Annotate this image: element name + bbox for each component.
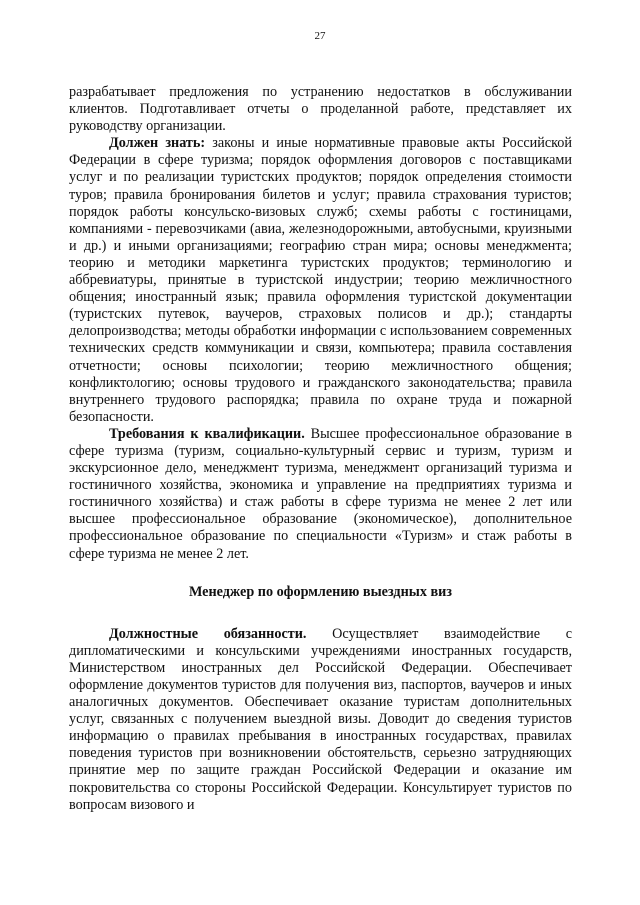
section-heading: Менеджер по оформлению выездных виз	[188, 583, 453, 600]
page-body	[69, 84, 572, 814]
paragraph-text: Высшее профессиональное образование в сфере туризма (туризм, социально-культурный сервис и туризм, туризм и экскурсионное дело, менеджмент туризма, менеджмент организаций туризма и гостиничного хозяйства, экономика и управление на предприятиях туризма и гостиничного хозяйства) и стаж работы в сфере туризма не менее 2 лет или высшее профессиональное образование (экономическое), дополнительное профессиональное образование по специальности «Туризм» и стаж работы в сфере туризма не менее 2 лет.	[69, 425, 572, 562]
paragraph-continuation	[69, 84, 572, 135]
paragraph-label: Требования к квалификации.	[109, 425, 305, 442]
paragraph-text: разрабатывает предложения по устранению недостатков в обслуживании клиентов. Подготавливает отчеты о проделанной работе, представляет их руководству организации.	[69, 84, 572, 135]
paragraph-must-know	[69, 135, 572, 426]
paragraph-text: законы и иные нормативные правовые акты Российской Федерации в сфере туризма; порядок оформления договоров с поставщиками услуг и по реализации туристских продуктов; порядок определения стоимости туров; правила бронирования билетов и услуг; правила страхования туристов; порядок работы консульско-визовых служб; схемы работы с гостиницами, компаниями - перевозчиками (авиа, железнодорожными, автобусными, круизными и др.) и иными организациями; географию стран мира; основы менеджмента; теорию и методики маркетинга туристских продуктов; терминологию и аббревиатуры, принятые в туристской индустрии; теорию межличностного общения; иностранный язык; правила оформления туристской документации (туристских путевок, ваучеров, страховых полисов и др.); стандарты делопроизводства; методы обработки информации с использованием современных технических средств коммуникации и связи, компьютера; правила составления отчетности; основы психологии; теорию межличностного общения; конфликтологию; основы трудового и гражданского законодательства; правила внутреннего трудового распорядка; правила по охране труда и пожарной безопасности.	[69, 135, 572, 425]
paragraph-text: Осуществляет взаимодействие с дипломатическими и консульскими учреждениями иностранных государств, Министерством иностранных дел Российской Федерации. Обеспечивает оформление документов туристов для получения виз, паспортов, ваучеров и иных аналогичных документов. Обеспечивает оказание туристам дополнительных услуг, связанных с получением выездной визы. Доводит до сведения туристов информацию о правилах пребывания в иностранных государствах, правилах поведения туристов при возникновении обстоятельств, серьезно затрудняющих принятие мер по защите граждан Российской Федерации и оказание им покровительства со стороны Российской Федерации. Консультирует туристов по вопросам визового и	[69, 625, 573, 813]
paragraph-job-duties	[69, 626, 572, 814]
paragraph-qualification-requirements	[69, 426, 572, 563]
page-number: 27	[314, 30, 326, 42]
paragraph-label: Должен знать:	[109, 135, 206, 152]
paragraph-label: Должностные обязанности.	[109, 625, 307, 642]
